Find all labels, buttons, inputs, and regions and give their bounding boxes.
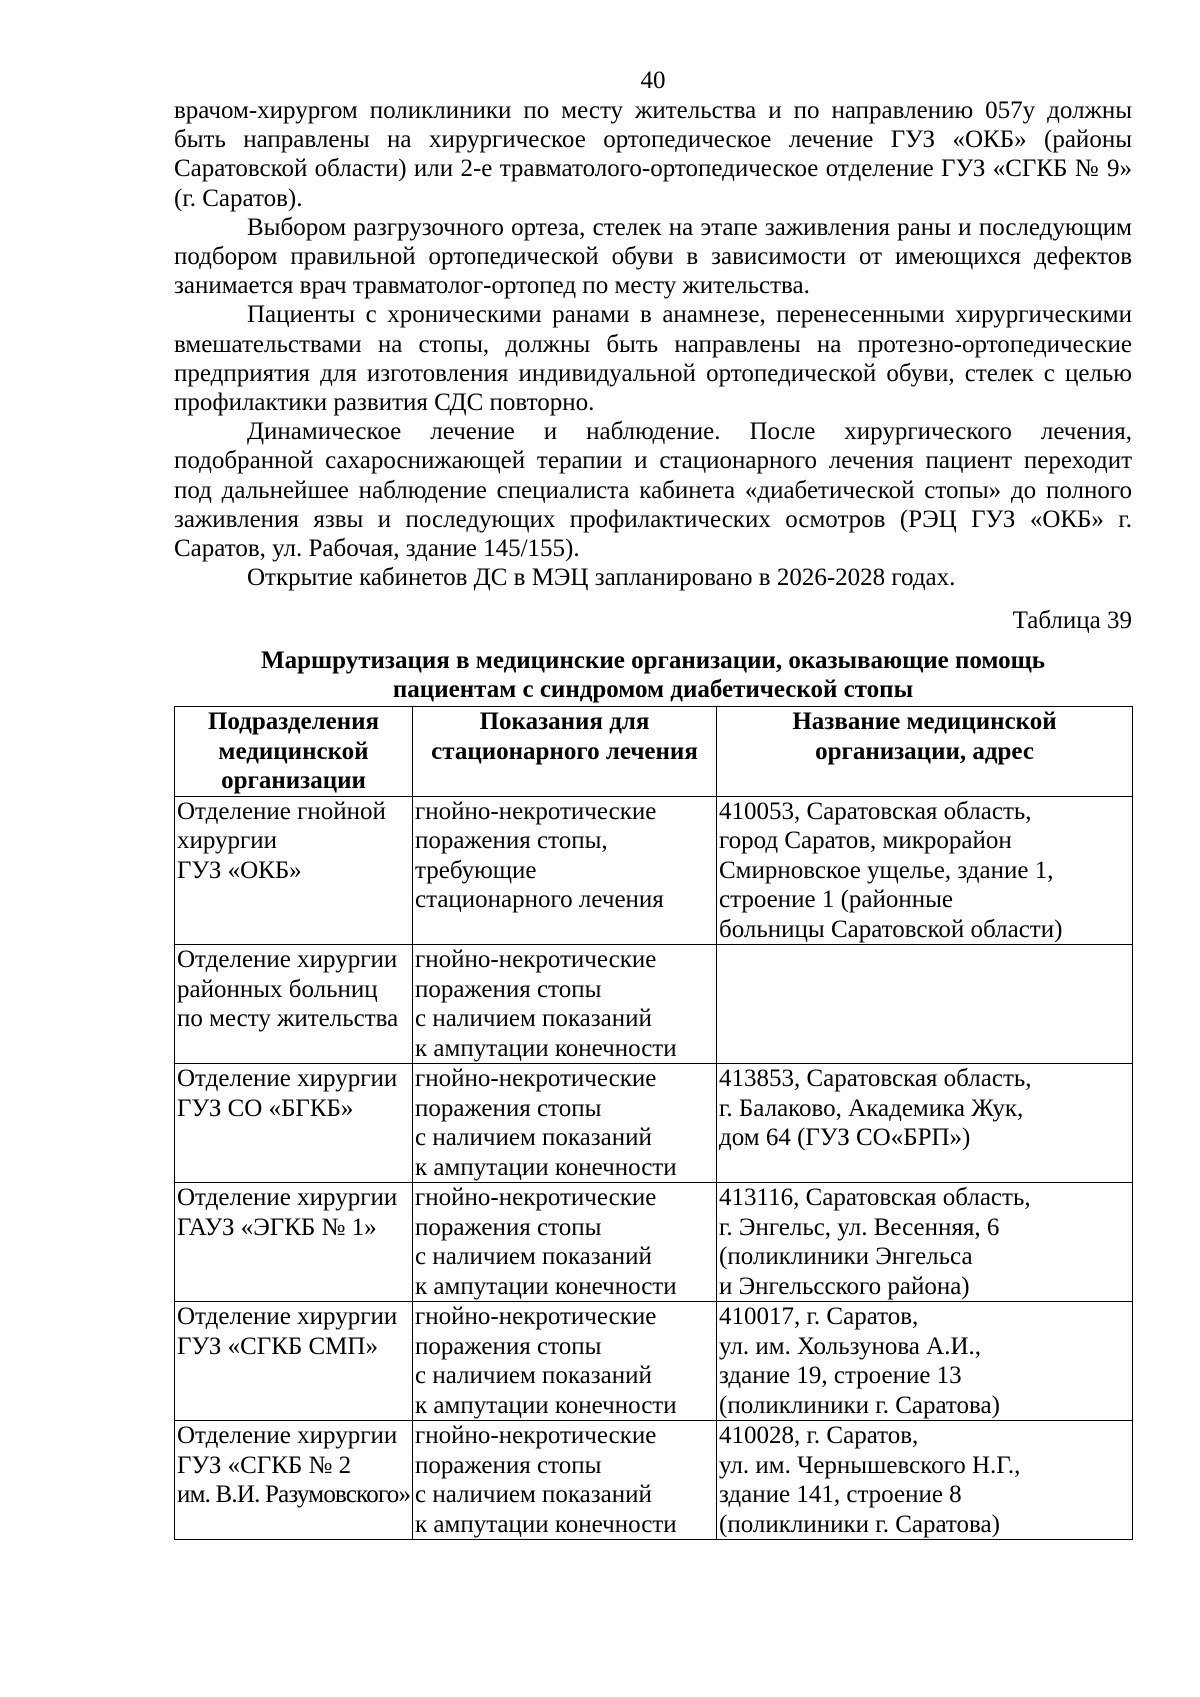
cell-indications — [413, 1302, 717, 1421]
cell-department — [175, 1064, 413, 1183]
cell-line: с наличием показаний — [415, 1124, 652, 1152]
cell-line: гнойно-некротические — [415, 1065, 657, 1093]
cell-line: поражения стопы — [415, 1451, 602, 1479]
cell-department — [175, 1302, 413, 1421]
cell-line: (поликлиники Энгельса — [719, 1243, 973, 1271]
cell-line: к ампутации конечности — [415, 1153, 677, 1181]
cell-line: 410053, Саратовская область, — [719, 797, 1032, 825]
body-text — [174, 96, 1132, 592]
header-indications: Показания для стационарного лечения — [413, 707, 717, 797]
table-title-line: Маршрутизация в медицинские организации, оказывающие помощь — [261, 647, 1045, 675]
cell-line: ГУЗ СО «БГКБ» — [177, 1094, 354, 1122]
cell-line: Отделение хирургии — [177, 946, 398, 974]
cell-line: Отделение хирургии — [177, 1422, 398, 1450]
cell-line: Отделение хирургии — [177, 1065, 398, 1093]
cell-line: Отделение хирургии — [177, 1184, 398, 1212]
cell-line: хирургии — [177, 827, 278, 855]
cell-line: к ампутации конечности — [415, 1272, 677, 1300]
cell-line: г. Энгельс, ул. Весенняя, 6 — [719, 1213, 1000, 1241]
cell-line: и Энгельсского района) — [719, 1272, 970, 1300]
cell-line: гнойно-некротические — [415, 1303, 657, 1331]
cell-line: Смирновское ущелье, здание 1, — [719, 856, 1054, 884]
cell-line: с наличием показаний — [415, 1005, 652, 1033]
cell-line: поражения стопы — [415, 1094, 602, 1122]
cell-line: ГУЗ «ОКБ» — [177, 856, 302, 884]
cell-line: ул. им. Хользунова А.И., — [719, 1332, 982, 1360]
cell-indications — [413, 1064, 717, 1183]
cell-line: ГУЗ «СГКБ № 2 — [177, 1451, 352, 1479]
cell-line: гнойно-некротические — [415, 1422, 657, 1450]
page-number: 40 — [640, 67, 666, 94]
cell-line: строение 1 (районные — [719, 886, 954, 914]
cell-line: здание 141, строение 8 — [719, 1481, 962, 1509]
cell-line: к ампутации конечности — [415, 1034, 677, 1062]
cell-line: по месту жительства — [177, 1005, 399, 1033]
cell-line: районных больниц — [177, 975, 378, 1003]
cell-line: требующие — [415, 856, 537, 884]
cell-line: поражения стопы, — [415, 827, 608, 855]
cell-line: 413853, Саратовская область, — [719, 1065, 1032, 1093]
cell-department — [175, 945, 413, 1064]
cell-line: город Саратов, микрорайон — [719, 827, 1012, 855]
cell-line: гнойно-некротические — [415, 1184, 657, 1212]
cell-line: Отделение хирургии — [177, 1303, 398, 1331]
cell-line: поражения стопы — [415, 1332, 602, 1360]
cell-department — [175, 796, 413, 945]
cell-line: больницы Саратовской области) — [719, 915, 1063, 943]
cell-organization-address — [717, 1064, 1133, 1183]
cell-line: 410017, г. Саратов, — [719, 1303, 919, 1331]
cell-department — [175, 1183, 413, 1302]
cell-line: с наличием показаний — [415, 1481, 652, 1509]
cell-line: гнойно-некротические — [415, 797, 657, 825]
cell-line: к ампутации конечности — [415, 1510, 677, 1538]
cell-line: здание 19, строение 13 — [719, 1362, 962, 1390]
cell-line: поражения стопы — [415, 1213, 602, 1241]
table-title-line: пациентам с синдромом диабетической стопы — [392, 676, 914, 704]
paragraph-continuation: врачом-хирургом поликлиники по месту жительства и по направлению 057у должны быть направлены на хирургическое ортопедическое лечение ГУЗ «ОКБ» (районы Саратовской области) или 2-е травматолого-ортопедическое отделение ГУЗ «СГКБ № 9» (г. Саратов). — [174, 97, 1132, 212]
cell-line: дом 64 (ГУЗ СО«БРП») — [719, 1124, 971, 1152]
table-row — [175, 945, 1133, 1064]
cell-department — [175, 1421, 413, 1540]
header-organization-address: Название медицинской организации, адрес — [717, 707, 1133, 797]
table-caption: Таблица 39 — [1012, 607, 1132, 635]
cell-indications — [413, 1183, 717, 1302]
cell-indications — [413, 1421, 717, 1540]
paragraph-chronic-wounds: Пациенты с хроническими ранами в анамнезе, перенесенными хирургическими вмешательствами на стопы, должны быть направлены на протезно-ортопедические предприятия для изготовления индивидуальной ортопедической обуви, стелек с целью профилактики развития СДС повторно. — [174, 301, 1132, 417]
cell-line: г. Балаково, Академика Жук, — [719, 1094, 1024, 1122]
cell-line: ГАУЗ «ЭГКБ № 1» — [177, 1213, 377, 1241]
table-row — [175, 1183, 1133, 1302]
cell-line: ул. им. Чернышевского Н.Г., — [719, 1451, 1021, 1479]
paragraph-orthosis: Выбором разгрузочного ортеза, стелек на этапе заживления раны и последующим подбором правильной ортопедической обуви в зависимости от имеющихся дефектов занимается врач травматолог-ортопед по месту жительства. — [174, 213, 1132, 300]
table-row — [175, 1064, 1133, 1183]
cell-indications — [413, 796, 717, 945]
paragraph-cabinets-opening: Открытие кабинетов ДС в МЭЦ запланировано в 2026-2028 годах. — [247, 564, 956, 592]
routing-table — [174, 706, 1133, 1540]
document-page — [174, 66, 1132, 1540]
cell-line: к ампутации конечности — [415, 1391, 677, 1419]
cell-line: 413116, Саратовская область, — [719, 1184, 1031, 1212]
table-row — [175, 796, 1133, 945]
cell-line: им. В.И. Разумовского» — [177, 1481, 411, 1509]
table-row — [175, 1421, 1133, 1540]
cell-line: 410028, г. Саратов, — [719, 1422, 919, 1450]
table-title — [174, 646, 1132, 704]
cell-line: с наличием показаний — [415, 1243, 652, 1271]
cell-line: ГУЗ «СГКБ СМП» — [177, 1332, 378, 1360]
header-department: Подразделения медицинской организации — [175, 707, 413, 797]
table-body — [175, 796, 1133, 1540]
table-row — [175, 1302, 1133, 1421]
cell-line: стационарного лечения — [415, 886, 664, 914]
cell-line: с наличием показаний — [415, 1362, 652, 1390]
cell-organization-address — [717, 796, 1133, 945]
cell-organization-address — [717, 1183, 1133, 1302]
cell-line: (поликлиники г. Саратова) — [719, 1391, 1000, 1419]
cell-organization-address — [717, 1421, 1133, 1540]
cell-line: гнойно-некротические — [415, 946, 657, 974]
cell-indications — [413, 945, 717, 1064]
cell-line: поражения стопы — [415, 975, 602, 1003]
table-header-row — [175, 707, 1133, 797]
cell-organization-address — [717, 1302, 1133, 1421]
paragraph-follow-up: Динамическое лечение и наблюдение. После хирургического лечения, подобранной сахароснижающей терапии и стационарного лечения пациент переходит под дальнейшее наблюдение специалиста кабинета «диабетической стопы» до полного заживления язвы и последующих профилактических осмотров (РЭЦ ГУЗ «ОКБ» г. Саратов, ул. Рабочая, здание 145/155). — [174, 418, 1132, 563]
cell-line: (поликлиники г. Саратова) — [719, 1510, 1000, 1538]
cell-line: Отделение гнойной — [177, 797, 386, 825]
cell-organization-address — [717, 945, 1133, 1064]
